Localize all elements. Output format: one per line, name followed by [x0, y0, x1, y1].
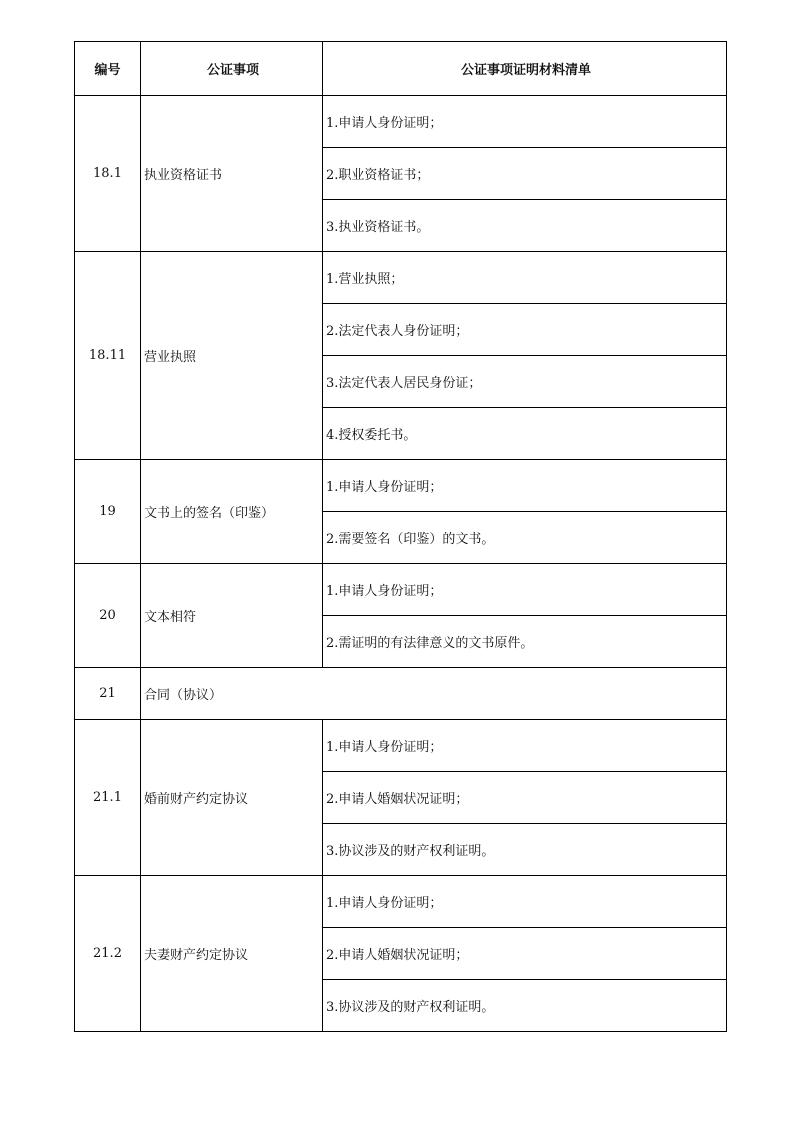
notary-item: 文书上的签名（印鉴）: [141, 460, 323, 564]
row-number: 21.1: [75, 720, 141, 876]
table-header-row: [75, 42, 727, 96]
material-item: 2.职业资格证书；: [323, 148, 727, 200]
material-item: 3.法定代表人居民身份证；: [323, 356, 727, 408]
notary-item: 夫妻财产约定协议: [141, 876, 323, 1032]
notary-item: 营业执照: [141, 252, 323, 460]
notary-item: 文本相符: [141, 564, 323, 668]
row-number: 21: [75, 668, 141, 720]
material-item: 2.申请人婚姻状况证明；: [323, 928, 727, 980]
material-item: 1.申请人身份证明；: [323, 460, 727, 512]
material-item: 1.申请人身份证明；: [323, 96, 727, 148]
table-row: [75, 668, 727, 720]
material-item: 4.授权委托书。: [323, 408, 727, 460]
header-item: 公证事项: [141, 42, 323, 96]
table-row: [75, 460, 727, 512]
table-body: [75, 96, 727, 1032]
notary-item: 婚前财产约定协议: [141, 720, 323, 876]
material-item: 2.需要签名（印鉴）的文书。: [323, 512, 727, 564]
material-item: 3.协议涉及的财产权利证明。: [323, 980, 727, 1032]
row-number: 18.11: [75, 252, 141, 460]
table-row: [75, 720, 727, 772]
notary-item: 合同（协议）: [141, 668, 727, 720]
material-item: 2.申请人婚姻状况证明；: [323, 772, 727, 824]
row-number: 20: [75, 564, 141, 668]
material-item: 2.需证明的有法律意义的文书原件。: [323, 616, 727, 668]
material-item: 3.执业资格证书。: [323, 200, 727, 252]
material-item: 1.申请人身份证明；: [323, 564, 727, 616]
notary-item: 执业资格证书: [141, 96, 323, 252]
table-row: [75, 96, 727, 148]
row-number: 18.1: [75, 96, 141, 252]
header-materials: 公证事项证明材料清单: [323, 42, 727, 96]
notary-materials-table: [74, 41, 727, 1032]
material-item: 1.申请人身份证明；: [323, 720, 727, 772]
row-number: 21.2: [75, 876, 141, 1032]
row-number: 19: [75, 460, 141, 564]
material-item: 1.申请人身份证明；: [323, 876, 727, 928]
table-row: [75, 252, 727, 304]
material-item: 1.营业执照；: [323, 252, 727, 304]
table-row: [75, 564, 727, 616]
table-row: [75, 876, 727, 928]
header-num: 编号: [75, 42, 141, 96]
material-item: 2.法定代表人身份证明；: [323, 304, 727, 356]
material-item: 3.协议涉及的财产权利证明。: [323, 824, 727, 876]
